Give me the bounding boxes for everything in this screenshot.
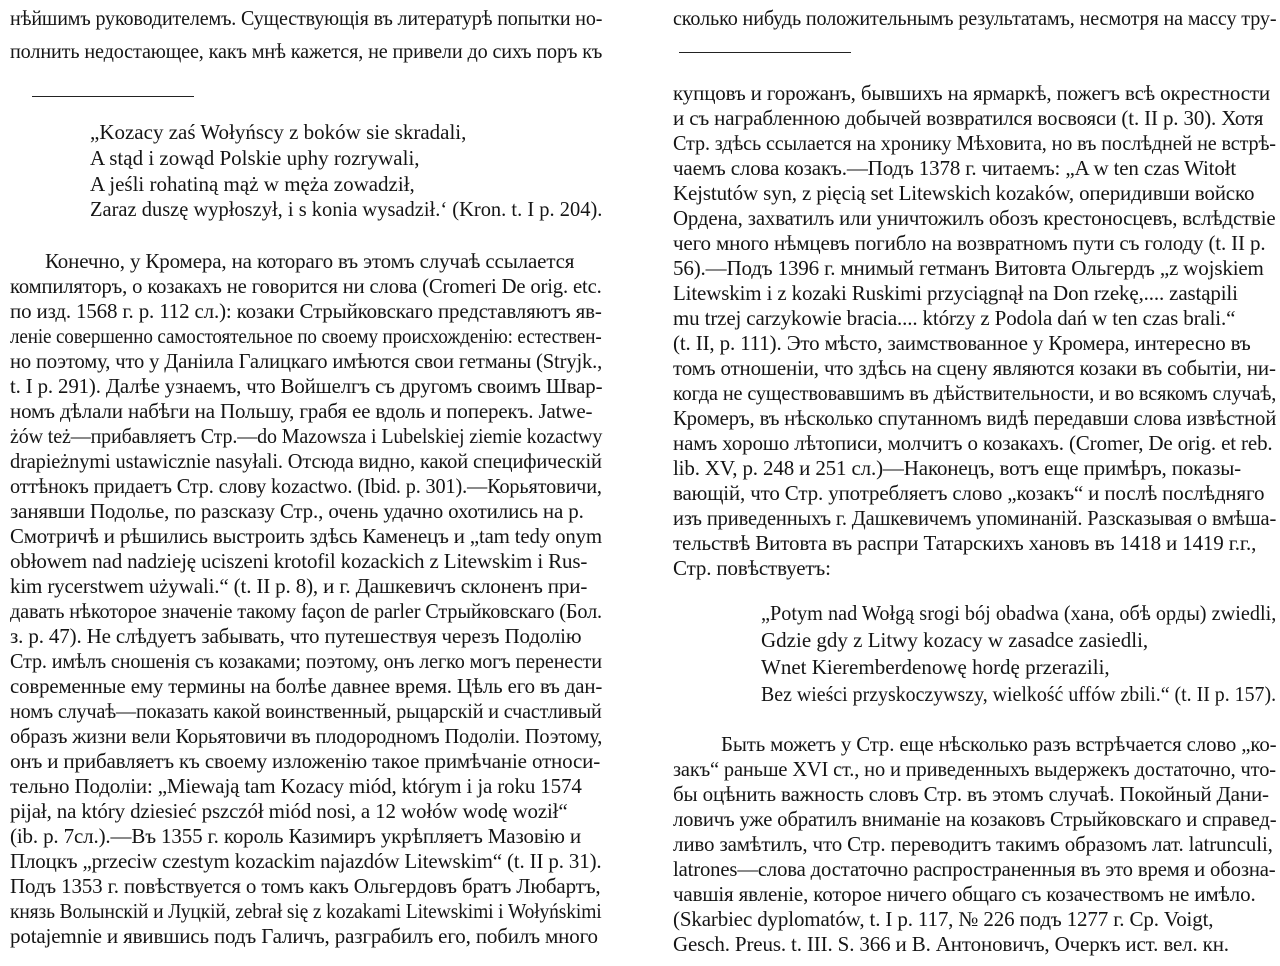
text-line: современные ему термины на болѣе давнее время. Цѣль его въ дан-: [10, 674, 603, 698]
text-line: онъ и прибавляетъ къ своему изложенію такое примѣчаніе относи-: [10, 749, 601, 773]
text-line: образъ жизни вели Корьятовичи въ плодородномъ Подоліи. Поэтому,: [10, 724, 603, 748]
text-line: номъ дѣлали набѣги на Польшу, грабя ее вдоль и поперекъ. Jatwe-: [10, 399, 593, 423]
text-line: сколько нибудь положительнымъ результатамъ, несмотря на массу тру-: [673, 6, 1277, 30]
text-line: kim rycerstwem używali.“ (t. II p. 8), и г. Дашкевичъ склоненъ при-: [10, 574, 588, 598]
text-line: Кромеръ, въ нѣсколько спутанномъ видѣ передавши слова извѣстной: [673, 406, 1277, 430]
text-line: mu trzej carzykowie bracia.... którzy z Podola dań w ten czas brali.“: [673, 306, 1236, 330]
text-line: леніе совершенно самостоятельное по своему происхожденію: естествен-: [10, 324, 602, 348]
verse-line: A stąd i zowąd Polskie uphy rozrywali,: [90, 146, 420, 170]
text-line: номъ случаѣ—показать какой воинственный, рыцарскій и счастливый: [10, 699, 602, 723]
text-line: Смотричѣ и рѣшились выстроить здѣсь Каменецъ и „tam tedy onym: [10, 524, 602, 548]
text-line: Litewskim i z kozaki Ruskimi przyciągnął na Don rzekę,.... zastąpili: [673, 281, 1238, 305]
text-line: оттѣнокъ придаетъ Стр. слову kozactwo. (Ibid. p. 301).—Корьятовичи,: [10, 474, 602, 498]
text-line: тельствѣ Витовта въ распри Татарскихъ хановъ въ 1418 и 1419 г.г.,: [673, 531, 1257, 555]
text-line: чего много нѣмцевъ погибло на возвратномъ пути съ голоду (t. II p.: [673, 231, 1266, 255]
text-line: 56).—Подъ 1396 г. мнимый гетманъ Витовта Ольгердъ „z wojskiem: [673, 256, 1264, 280]
text-line: но поэтому, что у Даніила Галицкаго имѣются свои гетманы (Stryjk.,: [10, 349, 603, 373]
text-line: князь Волынскій и Луцкій, zebrał się z kozakami Litewskimi i Wołyńskimi: [10, 899, 602, 923]
text-line: томъ отношеніи, что здѣсь на сцену являются козаки въ событіи, ни-: [673, 356, 1276, 380]
text-line: намъ хорошо лѣтописи, молчитъ о козакахъ. (Cromer, De orig. et reb.: [673, 431, 1273, 455]
text-line: potajemnie и явившись подъ Галичъ, разграбилъ его, побилъ много: [10, 924, 598, 948]
text-line: Gesch. Preus. t. III. S. 366 и В. Антоновичъ, Очеркъ ист. вел. кн.: [673, 932, 1229, 956]
section-divider: [32, 96, 194, 97]
verse-line: A jeśli rohatiną mąż w męża zowadził,: [90, 172, 415, 196]
text-line: ливо замѣтилъ, что Стр. переводитъ такимъ образомъ лат. latrunculi,: [673, 832, 1273, 856]
text-line: компиляторъ, о козакахъ не говорится ни слова (Cromeri De orig. etc.: [10, 274, 602, 298]
verse-line: Bez wieści przyskoczywszy, wielkość uffów zbili.“ (t. II p. 157).: [761, 682, 1277, 706]
text-line: з. р. 47). Не слѣдуетъ забывать, что путешествуя черезъ Подолію: [10, 624, 582, 648]
text-line: (t. II, p. 111). Это мѣсто, заимствованное у Кромера, интересно въ: [673, 331, 1251, 355]
text-line: ловичъ уже обратилъ вниманіе на козаковъ Стрыйковскаго и справед-: [673, 807, 1277, 831]
text-line: pijał, na który dziesieć pszczół miód nosi, a 12 wołów wodę woził“: [10, 799, 568, 823]
text-line: полнить недостающее, какъ мнѣ кажется, не привели до сихъ поръ къ: [10, 39, 603, 63]
verse-line: „Kozacy zaś Wołyńscy z boków sie skradali,: [90, 120, 467, 144]
text-line: закъ“ раньше XVI ст., но и приведенныхъ выдержекъ достаточно, что-: [673, 757, 1276, 781]
text-line: t. I p. 291). Далѣе узнаемъ, что Войшелгъ съ другомъ своимъ Швар-: [10, 374, 603, 398]
text-line: Kejstutów syn, z pięcią set Litewskich kozaków, оперидивши войско: [673, 181, 1255, 205]
text-line: купцовъ и горожанъ, бывшихъ на ярмаркѣ, пожегъ всѣ окрестности: [673, 81, 1271, 105]
text-line: нѣйшимъ руководителемъ. Существующія въ литературѣ попытки но-: [10, 6, 603, 30]
text-line: Стр. здѣсь ссылается на хронику Мѣховита, но въ послѣдней не встрѣ-: [673, 131, 1276, 155]
text-line: когда не существовавшимъ въ дѣйствительности, и во всякомъ случаѣ,: [673, 381, 1277, 405]
text-line: lib. XV, p. 248 и 251 сл.)—Наконецъ, вотъ еще примѣръ, показы-: [673, 456, 1242, 480]
text-line: Быть можетъ у Стр. еще нѣсколько разъ встрѣчается слово „ко-: [721, 732, 1277, 756]
verse-line: Wnet Kieremberdenowę hordę przerazili,: [761, 655, 1110, 679]
text-line: (Skarbiec dyplomatów, t. I p. 117, № 226 подъ 1277 г. Ср. Voigt,: [673, 907, 1214, 931]
text-line: Стр. имѣлъ сношенія съ козаками; поэтому, онъ легко могъ перенести: [10, 649, 602, 673]
text-line: чавшія явленіе, которое ничего общаго съ козачествомъ не имѣло.: [673, 882, 1256, 906]
text-line: żów też—прибавляетъ Стр.—do Mazowsza i Lubelskiej ziemie kozactwy: [10, 424, 603, 448]
text-line: занявши Подолье, по разсказу Стр., очень удачно охотились на р.: [10, 499, 584, 523]
text-line: latrones—слова достаточно распространенныя въ это время и обозна-: [673, 857, 1276, 881]
verse-line: Zaraz duszę wypłoszył, i s konia wysadził.‘ (Kron. t. I p. 204).: [90, 197, 603, 221]
text-line: по изд. 1568 г. p. 112 сл.): козаки Стрыйковскаго представляютъ яв-: [10, 299, 602, 323]
text-line: изъ приведенныхъ г. Дашкевичемъ упоминаній. Разсказывая о вмѣша-: [673, 506, 1277, 530]
text-line: drapieżnymi ustawicznie nasyłali. Отсюда видно, какой специфическій: [10, 449, 602, 473]
verse-line: Gdzie gdy z Litwy kozacy w zasadce zasiedli,: [761, 628, 1149, 652]
text-line: Конечно, у Кромера, на котораго въ этомъ случаѣ ссылается: [45, 249, 575, 273]
text-line: и съ награбленною добычей возвратился восвояси (t. II p. 30). Хотя: [673, 106, 1264, 130]
text-line: вающій, что Стр. употребляетъ слово „козакъ“ и послѣ послѣдняго: [673, 481, 1265, 505]
text-line: Подъ 1353 г. повѣствуется о томъ какъ Ольгердовъ братъ Любартъ,: [10, 874, 601, 898]
text-line: (ib. p. 7сл.).—Въ 1355 г. король Казимиръ укрѣпляетъ Мазовію и: [10, 824, 581, 848]
text-line: Стр. повѣствуетъ:: [673, 556, 831, 580]
verse-line: „Potym nad Wołgą srogi bój obadwa (хана, обѣ орды) zwiedli,: [761, 601, 1277, 625]
text-line: Плоцкъ „przeciw czestym kozackim najazdów Litewskim“ (t. II p. 31).: [10, 849, 602, 873]
section-divider: [679, 52, 851, 53]
text-line: чаемъ слова козакъ.—Подъ 1378 г. читаемъ: „A w ten czas Witołt: [673, 156, 1237, 180]
text-line: давать нѣкоторое значеніе такому façon de parler Стрыйковскаго (Бол.: [10, 599, 602, 623]
text-line: obłowem nad nadzieję uciszeni krotofil kozackich z Litewskim i Rus-: [10, 549, 588, 573]
text-line: бы оцѣнить важность словъ Стр. въ этомъ случаѣ. Покойный Дани-: [673, 782, 1269, 806]
text-line: Ордена, захватилъ или уничтожилъ обозъ крестоносцевъ, вслѣдствіе: [673, 206, 1276, 230]
text-line: тельно Подоліи: „Miewają tam Kozacy miód, którym i ja roku 1574: [10, 774, 582, 798]
